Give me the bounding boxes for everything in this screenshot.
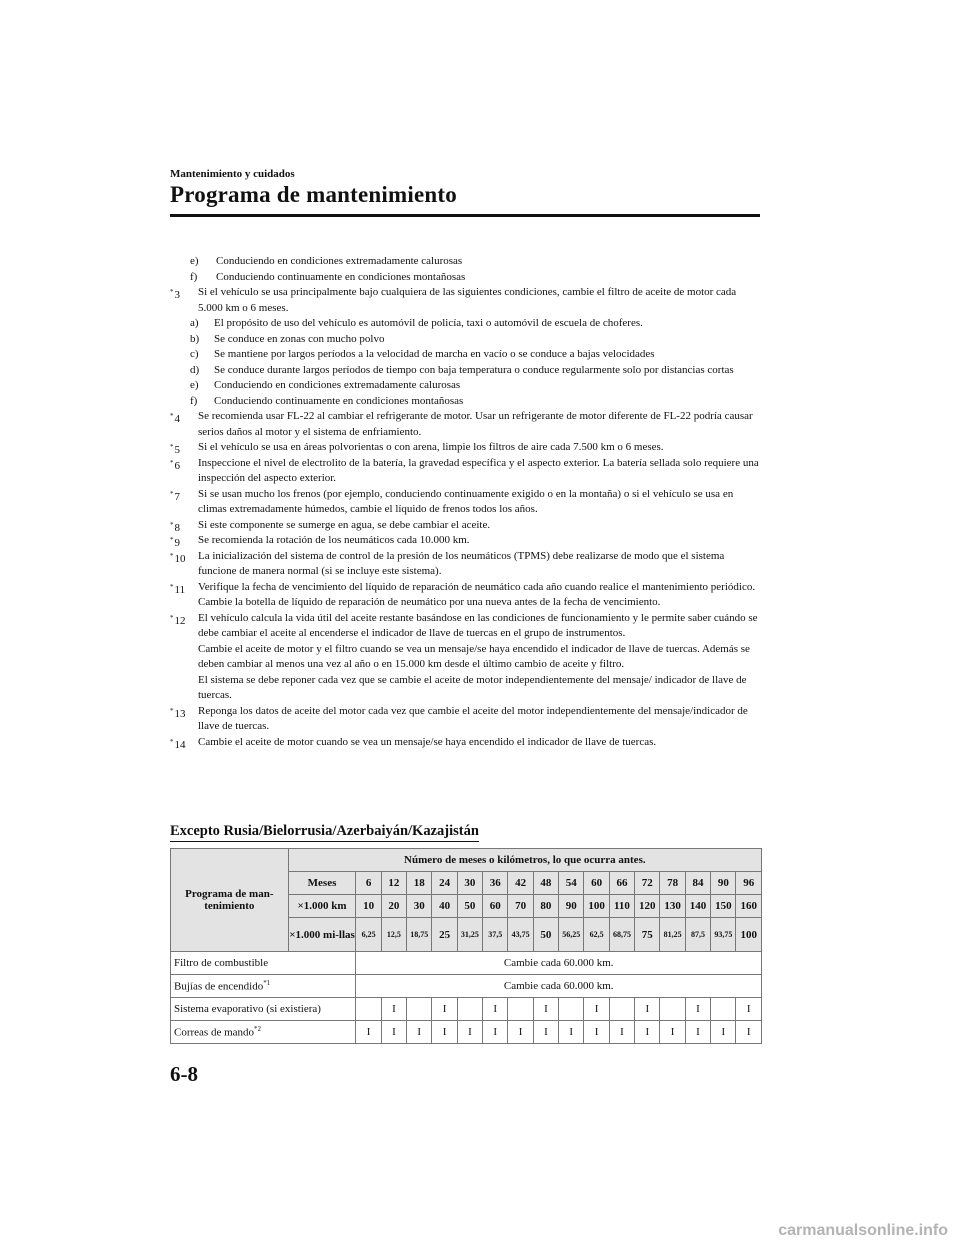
miles-row: ×1.000 mi-llas 6,25 12,5 18,75 25 31,25 37,5 43,75 50 56,25 62,5 68,75 75 81,25 87,5 93,75 100	[171, 918, 762, 952]
months-row: Meses 6 12 18 24 30 36 42 48 54 60 66 72 78 84 90 96	[171, 872, 762, 895]
list-item: f) Conduciendo continuamente en condiciones montañosas	[190, 394, 464, 407]
footnote-12: *12 El vehículo calcula la vida útil del aceite restante basándose en las condiciones de funcionamiento y le permite saber cuándo se debe cambiar el aceite al encenderse el indicador de llave de tuercas en el grupo de instrumentos. Cambie el aceite de motor y el filtro cuando se vea un mensaje/se haya encendido el indicador de llave de tuercas. Además se deben cambiar al menos una vez al año o en 15.000 km desde el último cambio de aceite y filtro. El sistema se debe reponer cada vez que se cambie el aceite de motor independientemente del mensaje/ indicador de llave de tuercas.	[170, 611, 758, 701]
page-title: Programa de mantenimiento	[170, 182, 457, 207]
footnote-14: *14 Cambie el aceite de motor cuando se vea un mensaje/se haya encendido el indicador de llave de tuercas.	[170, 735, 657, 751]
footnote-10: *10 La inicialización del sistema de control de la presión de los neumáticos (TPMS) debe realizarse de modo que el sistema funcione de manera normal (si se incluye este sistema).	[170, 549, 725, 577]
page-number: 6-8	[170, 1062, 198, 1086]
header-rule	[170, 214, 760, 217]
list-item: a) El propósito de uso del vehículo es automóvil de policía, taxi o automóvil de escuela de choferes.	[190, 317, 643, 329]
footnote-11: *11 Verifique la fecha de vencimiento del líquido de reparación de neumático cada año cuando realice el mantenimiento periódico. Cambie la botella de líquido de reparación de neumático por una nueva antes de la fecha de vencimiento.	[170, 580, 756, 608]
km-label: ×1.000 km	[288, 895, 356, 918]
list-item: e) Conduciendo en condiciones extremadamente calurosas	[190, 379, 461, 391]
footnote-9: *9 Se recomienda la rotación de los neumáticos cada 10.000 km.	[170, 534, 470, 549]
table-row: Sistema evaporativo (si existiera) I I I I I I I I	[171, 998, 762, 1021]
footnote-7: *7 Si se usan mucho los frenos (por ejemplo, conduciendo continuamente exigido o en la montaña) o si el vehículo se usa en climas extremadamente húmedos, cambie el líquido de frenos todos los años.	[170, 487, 734, 515]
km-row: ×1.000 km 10 20 30 40 50 60 70 80 90 100 110 120 130 140 150 160	[171, 895, 762, 918]
table-corner-header: Programa de man-tenimiento	[171, 849, 289, 952]
table-row: Filtro de combustible Cambie cada 60.000 km.	[171, 952, 762, 975]
list-item: d) Se conduce durante largos períodos de tiempo con baja temperatura o conduce regularmente solo por distancias cortas	[190, 363, 734, 376]
footnote-5: *5 Si el vehículo se usa en áreas polvorientas o con arena, limpie los filtros de aire cada 7.500 km o 6 meses.	[170, 441, 664, 456]
table-top-header: Número de meses o kilómetros, lo que ocurra antes.	[288, 849, 761, 872]
footnote-8: *8 Si este componente se sumerge en agua, se debe cambiar el aceite.	[170, 518, 491, 534]
list-item: c) Se mantiene por largos períodos a la velocidad de marcha en vacío o se conduce a bajas velocidades	[190, 348, 655, 360]
table-row: Correas de mando$^{*2}$ I I I I I I I I I I I I I I I I	[171, 1021, 762, 1044]
list-item: f) Conduciendo continuamente en condiciones montañosas	[190, 270, 466, 283]
footnote-4: *4 Se recomienda usar FL-22 al cambiar el refrigerante de motor. Usar un refrigerante de motor diferente de FL-22 podría causar serios daños al motor y el sistema de enfriamiento.	[170, 410, 753, 438]
section-title: Excepto Rusia/Bielorrusia/Azerbaiyán/Kazajistán	[170, 823, 479, 842]
table-row: Bujías de encendido$^{*1}$ Cambie cada 60.000 km.	[171, 975, 762, 998]
list-item: b) Se conduce en zonas con mucho polvo	[190, 332, 385, 345]
months-label: Meses	[288, 872, 356, 895]
footnote-3: *3 Si el vehículo se usa principalmente bajo cualquiera de las siguientes condiciones, cambie el filtro de aceite de motor cada 5.000 km o 6 meses. a) El propósito de uso del vehículo es automóvil de policía, taxi o automóvil de escuela de choferes. b) Se conduce en zonas con mucho polvo c) Se mantiene por largos períodos a la velocidad de marcha en vacío o se conduce a bajas velocidades d) Se conduce durante largos períodos de tiempo con baja temperatura o conduce regularmente solo por distancias cortas e) Conduciendo en condiciones extremadamente calurosas f) Conduciendo continuamente en condiciones montañosas	[170, 285, 762, 409]
maintenance-table	[170, 848, 762, 1044]
footnote-13: *13 Reponga los datos de aceite del motor cada vez que cambie el aceite del motor independientemente del mensaje/indicador de llave de tuercas.	[170, 704, 748, 732]
watermark: carmanualsonline.info	[778, 1222, 948, 1239]
miles-label: ×1.000 mi-llas	[288, 918, 356, 952]
section-header: Mantenimiento y cuidados	[170, 168, 295, 180]
footnotes	[170, 254, 762, 750]
list-item: e) Conduciendo en condiciones extremadamente calurosas	[190, 255, 463, 267]
footnote-6: *6 Inspeccione el nivel de electrolito de la batería, la gravedad específica y el aspecto exterior. La batería sellada solo requiere una inspección del aspecto exterior.	[170, 456, 759, 484]
